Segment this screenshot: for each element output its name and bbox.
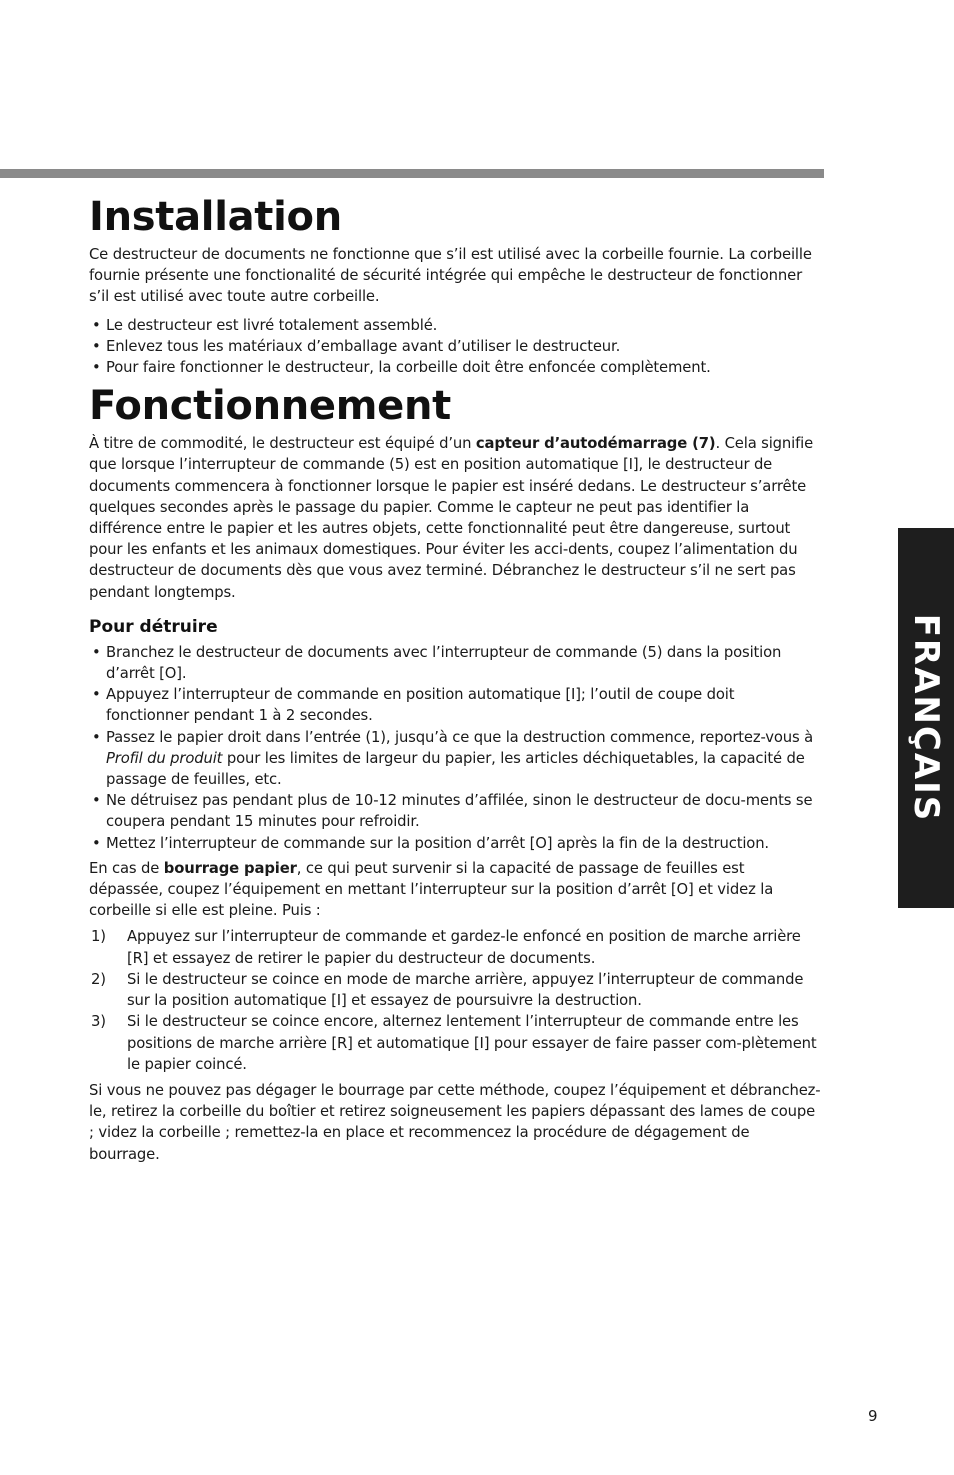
list-item [89,727,821,791]
language-tab [898,528,954,908]
product-profile-ref: Profil du produit [106,749,223,767]
fonctionnement-heading: Fonctionnement [89,383,451,430]
shred-steps-list [89,642,821,854]
intro-text: À titre de commodité, le destructeur est équipé d’un [89,435,476,453]
step-text: Appuyez sur l’interrupteur de commande et gardez-le enfoncé en position de marche arrière [R] et essayez de retirer le papier du destructeur de documents. [127,928,801,967]
language-tab-label: FRANÇAIS [906,613,946,823]
item-text: pour les limites de largeur du papier, les articles déchiquetables, la capacité de passage de feuilles, etc. [106,749,805,789]
page-number: 9 [868,1407,878,1425]
jam-text: En cas de [89,859,164,877]
list-item [89,1011,821,1075]
page-content [89,190,821,1165]
top-rule [0,169,824,178]
paper-jam-paragraph [89,858,821,922]
list-item: • Ne détruisez pas pendant plus de 10-12 minutes d’affilée, sinon le destructeur de docu-ments se coupera pendant 15 minutes pour refroidir. [89,790,821,832]
jam-steps-list [89,926,821,1074]
pour-detruire-heading: Pour détruire [89,616,218,637]
fonctionnement-intro [89,433,821,603]
list-item: • Mettez l’interrupteur de commande sur la position d’arrêt [O] après la fin de la destruction. [89,833,821,854]
step-number: 2) [91,970,106,988]
item-text: Passez le papier droit dans l’entrée (1), jusqu’à ce que la destruction commence, reportez-vous à [106,728,814,746]
installation-list [89,315,821,379]
jam-term: bourrage papier [163,859,297,877]
step-text: Si le destructeur se coince en mode de marche arrière, appuyez l’interrupteur de commande sur la position automatique [I] et essayez de poursuivre la destruction. [127,970,804,1010]
list-item: • Enlevez tous les matériaux d’emballage avant d’utiliser le destructeur. [89,336,821,357]
list-item: • Le destructeur est livré totalement assemblé. [89,315,821,336]
installation-heading: Installation [89,194,342,240]
sensor-term: capteur d’autodémarrage (7) [475,435,716,453]
intro-text: . Cela signifie que lorsque l’interrupteur de commande (5) est en position automatique [I], le destructeur de documents commencera à fonctionner lorsque le papier est inséré dedans. Le destructeur s’arrête quelques secondes après le passage du papier. Comme le capteur ne peut pas identifier la différence entre le papier et les autres objets, cette fonctionnalité peut être dangereuse, surtout pour les enfants et les animaux domestiques. Pour éviter les acci-dents, coupez l’alimentation du destructeur de documents dès que vous avez terminé. Débranchez le destructeur s’il ne sert pas pendant longtemps. [89,435,814,601]
installation-intro: Ce destructeur de documents ne fonctionne que s’il est utilisé avec la corbeille fournie. La corbeille fournie présente une fonctionalité de sécurité intégrée qui empêche le destructeur de fonctionner s’il est utilisé avec toute autre corbeille. [89,246,812,306]
step-text: Si le destructeur se coince encore, alternez lentement l’interrupteur de commande entre les positions de marche arrière [R] et automatique [I] pour essayer de faire passer com-plètement le papier coincé. [127,1013,817,1073]
list-item [89,969,821,1011]
closing-paragraph: Si vous ne pouvez pas dégager le bourrage par cette méthode, coupez l’équipement et débranchez-le, retirez la corbeille du boîtier et retirez soigneusement les papiers dépassant des lames de coupe ; videz la corbeille ; remettez-la en place et recommencez la procédure de dégagement de bourrage. [89,1081,821,1163]
list-item: • Appuyez l’interrupteur de commande en position automatique [I]; l’outil de coupe doit fonctionner pendant 1 à 2 secondes. [89,684,821,726]
step-number: 1) [91,928,106,946]
jam-text: , ce qui peut survenir si la capacité de passage de feuilles est dépassée, coupez l’équipement en mettant l’interrupteur sur la position d’arrêt [O] et videz la corbeille si elle est pleine. Puis : [89,859,774,920]
list-item: • Branchez le destructeur de documents avec l’interrupteur de commande (5) dans la position d’arrêt [O]. [89,642,821,684]
list-item: • Pour faire fonctionner le destructeur, la corbeille doit être enfoncée complètement. [89,357,821,378]
step-number: 3) [91,1013,106,1031]
list-item [89,926,821,968]
